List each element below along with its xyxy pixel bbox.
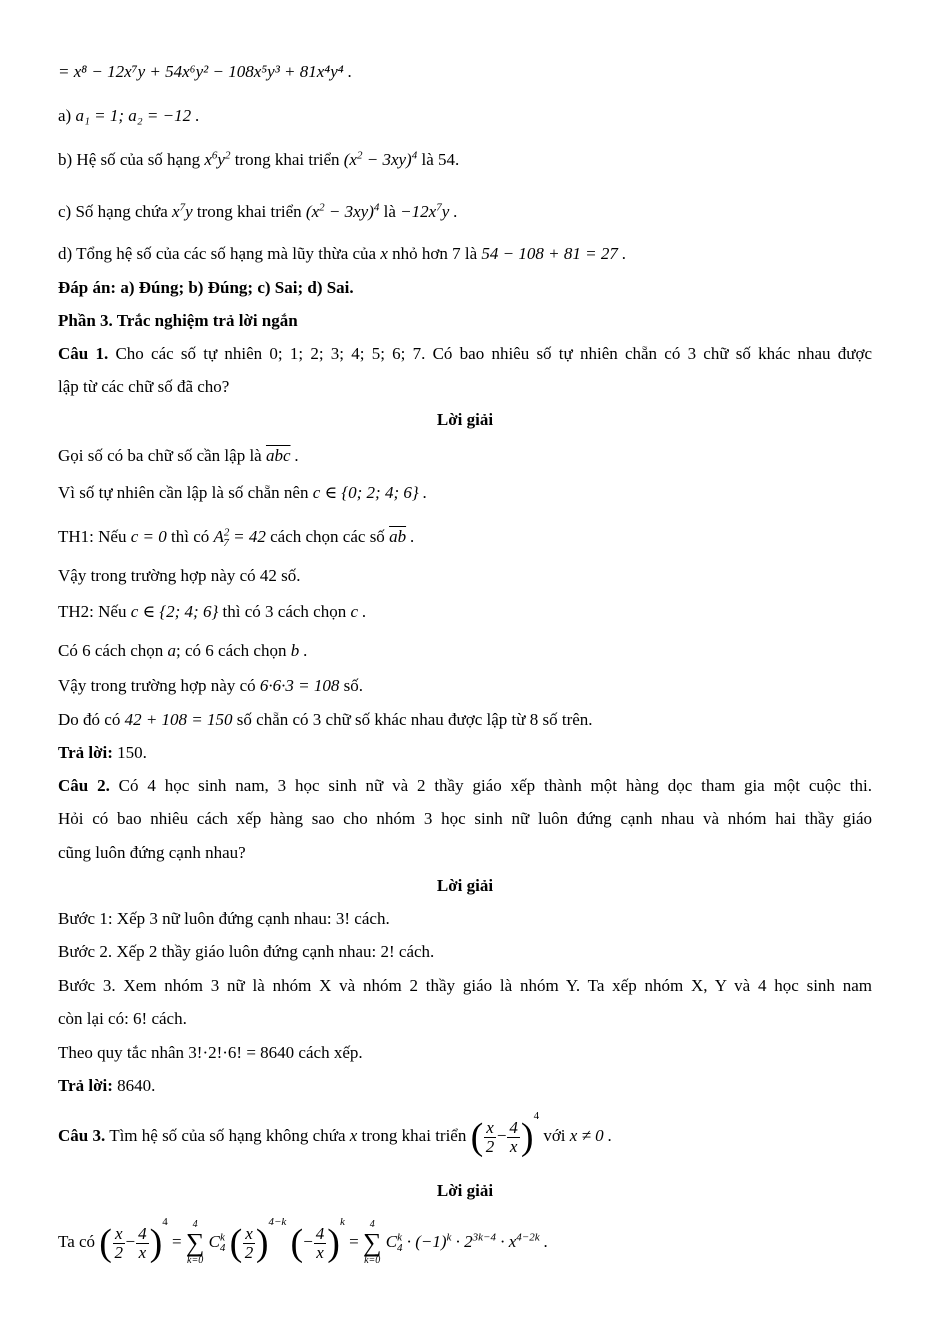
q3-expansion: Ta có ( $\frac{x}{2}$ − $\frac{4}{x}$ )$^4$ = 4 ∑ k=0 $C^k_4$ ( $\frac{x}{2}$ )$^{4-k}$ (− $\frac{4}{x}$ )$^k$ = 4 ∑ k=0 $C^k_4 \cdot (-1)^k \cdot 2^{3k-4} \cdot x^{4-2k}$ . (58, 1216, 549, 1267)
item-d: d) Tổng hệ số của các số hạng mà lũy thừa của x nhỏ hơn 7 là 54 − 108 + 81 = 27 . (58, 244, 627, 263)
answer-line: Đáp án: a) Đúng; b) Đúng; c) Sai; d) Sai. (58, 278, 354, 297)
q1-text-line1: Câu 1. Cho các số tự nhiên 0; 1; 2; 3; 4; 5; 6; 7. Có bao nhiêu số tự nhiên chẵn có 3 chữ số khác nhau được (58, 344, 872, 363)
fraction-4-over-x: $\frac{4}{x}$ (509, 1117, 518, 1156)
q2-rule: Theo quy tắc nhân 3!·2!·6! = 8640 cách xếp. (58, 1043, 363, 1062)
q1-case2: TH2: Nếu c ∈ {2; 4; 6} thì có 3 cách chọn c . (58, 602, 367, 621)
item-b: b) Hệ số của số hạng $x^6y^2$ trong khai triển $(x^2 - 3xy)^4$ là 54. (58, 149, 460, 169)
q2-step1: Bước 1: Xếp 3 nữ luôn đứng cạnh nhau: 3! cách. (58, 909, 390, 928)
q1-step1: Gọi số có ba chữ số cần lập là $\overline{abc}$ . (58, 446, 300, 465)
item-a-math: a₁ = 1; a₂ = −12 . (75, 106, 200, 125)
part3-heading: Phần 3. Trắc nghiệm trả lời ngắn (58, 311, 298, 330)
q1-text-line2: lập từ các chữ số đã cho? (58, 377, 230, 396)
q3-label: Câu 3. (58, 1126, 106, 1145)
q1-case2-result: Vậy trong trường hợp này có 6·6·3 = 108 số. (58, 676, 363, 695)
q1-label: Câu 1. (58, 344, 109, 363)
q1-case1: TH1: Nếu c = 0 thì có $A^2_7 = 42$ cách chọn các số $\overline{ab}$ . (58, 526, 415, 550)
q2-step3-line2: còn lại có: 6! cách. (58, 1009, 187, 1028)
sum-symbol: 4 ∑ k=0 (185, 1219, 205, 1267)
q2-label: Câu 2. (58, 776, 110, 795)
q3-solution-heading: Lời giải (436, 1181, 494, 1200)
q2-step3-line1: Bước 3. Xem nhóm 3 nữ là nhóm X và nhóm 2 thầy giáo là nhóm Y. Ta xếp nhóm X, Y và 4 học sinh nam (58, 976, 872, 995)
q2-text-line3: cũng luôn đứng cạnh nhau? (58, 843, 246, 862)
expansion-math: = x⁸ − 12x⁷y + 54x⁶y² − 108x⁵y³ + 81x⁴y⁴ . (58, 62, 353, 81)
q1-answer: Trả lời: 150. (58, 743, 147, 762)
q1-case1-result: Vậy trong trường hợp này có 42 số. (58, 566, 301, 585)
q1-step2: Vì số tự nhiên cần lập là số chẵn nên c ∈ {0; 2; 4; 6} . (58, 483, 428, 502)
q1-choices: Có 6 cách chọn a; có 6 cách chọn b . (58, 641, 308, 660)
q2-text-line2: Hỏi có bao nhiêu cách xếp hàng sao cho nhóm 3 học sinh nữ luôn đứng cạnh nhau và nhóm hai thầy giáo (58, 809, 872, 828)
q2-text-line1: Câu 2. Có 4 học sinh nam, 3 học sinh nữ và 2 thầy giáo xếp thành một hàng dọc tham gia một cuộc thi. (58, 776, 872, 795)
q2-step2: Bước 2. Xếp 2 thầy giáo luôn đứng cạnh nhau: 2! cách. (58, 942, 435, 961)
q1-conclusion: Do đó có 42 + 108 = 150 số chẵn có 3 chữ số khác nhau được lập từ 8 số trên. (58, 710, 593, 729)
q2-answer: Trả lời: 8640. (58, 1076, 156, 1095)
expansion-tail (58, 62, 352, 82)
q3-text: Câu 3. Tìm hệ số của số hạng không chứa x trong khai triển ( $\frac{x}{2}$ − $\frac{4}{x}$ )$^4$ với x ≠ 0 . (58, 1110, 613, 1159)
q1-solution-heading: Lời giải (436, 410, 494, 429)
fraction-x-over-2: $\frac{x}{2}$ (485, 1117, 495, 1156)
q2-solution-heading: Lời giải (436, 876, 494, 895)
item-a: a) a₁ = 1; a₂ = −12 . (58, 106, 200, 125)
item-c: c) Số hạng chứa $x^7y$ trong khai triển $(x^2 - 3xy)^4$ là $-12x^7y$ . (58, 201, 458, 221)
